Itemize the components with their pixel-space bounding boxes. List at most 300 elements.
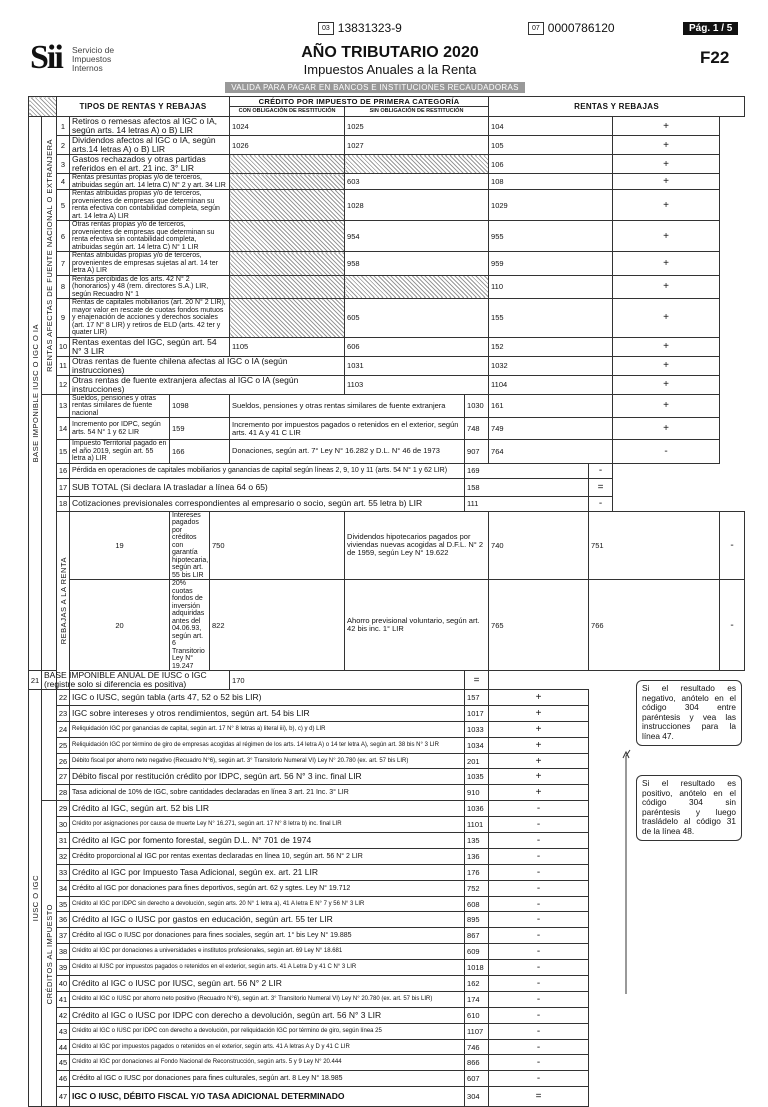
sub-label-right: Sueldos, pensiones y otras rentas similares de fuente extranjera <box>230 394 465 418</box>
line-number: 36 <box>57 912 70 928</box>
side-label-blank <box>42 690 57 801</box>
sign: - <box>489 976 589 992</box>
line-number: 5 <box>57 190 70 221</box>
sign: - <box>489 960 589 976</box>
form-row <box>29 1087 745 1107</box>
line-label: IGC o IUSC, según tabla (arts 47, 52 o 52 bis LIR) <box>70 690 465 706</box>
side-label-base-text: BASE IMPONIBLE IUSC O IGC O IA <box>30 324 40 463</box>
line-label: Crédito al IGC o IUSC por IUSC, según art. 56 N° 2 LIR <box>70 976 465 992</box>
line-label: SUB TOTAL (Si declara IA trasladar a línea 64 o 65) <box>70 478 465 496</box>
col-header-without-obligation: SIN OBLIGACIÓN DE RESTITUCIÓN <box>345 107 489 117</box>
amount-code[interactable]: 110 <box>489 275 613 299</box>
side-label-iusc <box>29 690 42 1107</box>
credit-with-obligation[interactable]: 1024 <box>230 117 345 136</box>
amount-code[interactable]: 304 <box>465 1087 489 1107</box>
sub-label-left: Sueldos, pensiones y otras rentas similares de fuente nacional <box>70 394 170 418</box>
sign: - <box>489 912 589 928</box>
amount-code[interactable]: 955 <box>489 221 613 252</box>
sign: + <box>489 753 589 769</box>
bracket-connector <box>620 748 632 998</box>
line-number: 46 <box>57 1071 70 1087</box>
sign: + <box>489 769 589 785</box>
credit-with-obligation <box>230 190 345 221</box>
line-number: 1 <box>57 117 70 136</box>
form-row <box>29 97 745 107</box>
line-label: Rentas atribuidas propias y/o de terceros, provenientes de empresas que determinan su renta efectiva con contabilidad completa, según art. 14 letra A) LIR <box>70 190 230 221</box>
sign: = <box>489 1087 589 1107</box>
form-row <box>29 960 745 976</box>
empty-space <box>589 912 720 928</box>
line-label: Otras rentas de fuente chilena afectas al IGC o IA (según instrucciones) <box>70 356 345 375</box>
sign: - <box>489 848 589 864</box>
line-label: Tasa adicional de 10% de IGC, sobre cantidades declaradas en línea 3 art. 21 Inc. 3° LIR <box>70 785 465 801</box>
credit-without-obligation[interactable]: 1027 <box>345 136 489 155</box>
sign: - <box>489 880 589 896</box>
amount-code[interactable]: 1036 <box>465 801 489 817</box>
form-row <box>29 375 745 394</box>
side-label-foreign <box>42 117 57 395</box>
form-row <box>29 299 745 338</box>
line-label: Cotizaciones previsionales correspondientes al empresario o socio, según art. 55 letra b) LIR <box>70 496 465 511</box>
sign: + <box>489 705 589 721</box>
form-row <box>29 190 745 221</box>
amount-code[interactable]: 608 <box>465 896 489 912</box>
form-row <box>29 1023 745 1039</box>
amount-code[interactable]: 895 <box>465 912 489 928</box>
credit-with-obligation <box>230 252 345 276</box>
side-label-creditos-text: CRÉDITOS AL IMPUESTO <box>44 903 54 1004</box>
empty-space <box>589 864 720 880</box>
line-number: 21 <box>29 671 42 690</box>
line-number: 27 <box>57 769 70 785</box>
credit-with-obligation <box>230 155 345 174</box>
line-number: 4 <box>57 174 70 190</box>
sign: + <box>613 117 720 136</box>
sign: + <box>489 785 589 801</box>
sub-label-right: Ahorro previsional voluntario, según art. 42 bis inc. 1° LIR <box>345 580 489 671</box>
logo-text <box>72 46 114 73</box>
amount-code[interactable]: 158 <box>465 478 589 496</box>
sign: + <box>613 190 720 221</box>
sign: - <box>589 463 613 478</box>
sign: - <box>489 1023 589 1039</box>
line-label: Crédito por asignaciones por causa de muerte Ley N° 16.271, según art. 17 N° 8 letra b) inc. final LIR <box>70 817 465 833</box>
line-label: Rentas exentas del IGC, según art. 54 N° 3 LIR <box>70 337 230 356</box>
credit-without-obligation[interactable]: 606 <box>345 337 489 356</box>
credit-with-obligation[interactable]: 1105 <box>230 337 345 356</box>
sub-label-right: Incremento por impuestos pagados o retenidos en el exterior, según arts. 41 A y 41 C LIR <box>230 418 465 440</box>
validity-banner: VALIDA PARA PAGAR EN BANCOS E INSTITUCIONES RECAUDADORAS <box>225 82 525 93</box>
line-label: Reliquidación IGC por término de giro de empresas acogidas al régimen de los arts. 14 letra A) o 14 ter letra A), según art. 38 bis N° 3 LIR <box>70 737 465 753</box>
sign: - <box>489 817 589 833</box>
form-code: F22 <box>700 48 730 67</box>
sub-label-right: Dividendos hipotecarios pagados por viviendas nuevas acogidas al D.F.L. N° 2 de 1959, según Ley N° 19.622 <box>345 511 489 580</box>
line-number: 9 <box>57 299 70 338</box>
line-number: 33 <box>57 864 70 880</box>
line-label: Crédito al IGC por donaciones al Fondo Nacional de Reconstrucción, según arts. 5 y 9 Ley N° 20.444 <box>70 1055 465 1071</box>
form-row <box>29 991 745 1007</box>
logo-mark: Sii <box>30 39 62 76</box>
input-left[interactable]: 822 <box>210 580 345 671</box>
empty-space <box>589 976 720 992</box>
credit-without-obligation[interactable]: 954 <box>345 221 489 252</box>
input-left[interactable]: 1098 <box>170 394 230 418</box>
form-row <box>29 928 745 944</box>
input-left[interactable]: 166 <box>170 440 230 464</box>
credit-without-obligation[interactable]: 958 <box>345 252 489 276</box>
line-number: 2 <box>57 136 70 155</box>
amount-code[interactable]: 764 <box>489 440 613 464</box>
line-label: Dividendos afectos al IGC o IA, según arts.14 letras A) o B) LIR <box>70 136 230 155</box>
input-cell[interactable]: 1031 <box>345 356 489 375</box>
amount-code[interactable]: 1032 <box>489 356 613 375</box>
credit-without-obligation[interactable]: 1028 <box>345 190 489 221</box>
line-number: 11 <box>57 356 70 375</box>
input-right[interactable]: 748 <box>465 418 489 440</box>
folio-code: 03 <box>318 22 334 35</box>
amount-code[interactable]: 155 <box>489 299 613 338</box>
line-number: 42 <box>57 1007 70 1023</box>
line-number: 19 <box>70 511 170 580</box>
tax-form-table <box>28 96 745 1107</box>
line-label: Reliquidación IGC por ganancias de capital, según art. 17 N° 8 letras a) literal iii), b), c) y d) LIR <box>70 721 465 737</box>
negative-result-note: Si el resultado es negativo, anótelo en el código 304 entre paréntesis y vea las instrucciones para la línea 47. <box>636 680 742 746</box>
form-row <box>29 463 745 478</box>
form-row <box>29 511 745 580</box>
amount-code[interactable]: 609 <box>465 944 489 960</box>
amount-code[interactable]: 867 <box>465 928 489 944</box>
empty-space <box>589 991 720 1007</box>
form-row <box>29 440 745 464</box>
amount-code[interactable]: 959 <box>489 252 613 276</box>
folio2-field[interactable] <box>528 21 615 35</box>
amount-code[interactable]: 170 <box>230 671 465 690</box>
amount-code[interactable]: 1104 <box>489 375 613 394</box>
credit-without-obligation[interactable]: 603 <box>345 174 489 190</box>
line-label: Crédito al IGC por IDPC sin derecho a devolución, según arts. 20 N° 1 letra a), 41 A letra E N° 7 y 56 N° 3 LIR <box>70 896 465 912</box>
sign: - <box>720 580 745 671</box>
input-cell[interactable]: 1103 <box>345 375 489 394</box>
amount-code[interactable]: 108 <box>489 174 613 190</box>
sign: + <box>613 275 720 299</box>
line-label: Crédito al IGC o IUSC por gastos en educación, según art. 55 ter LIR <box>70 912 465 928</box>
sign: + <box>613 136 720 155</box>
amount-code[interactable]: 176 <box>465 864 489 880</box>
line-label: Crédito al IGC por fomento forestal, según D.L. N° 701 de 1974 <box>70 833 465 849</box>
side-label-blank <box>42 394 57 671</box>
credit-with-obligation <box>230 299 345 338</box>
line-label: Débito fiscal por restitución crédito por IDPC, según art. 56 N° 3 inc. final LIR <box>70 769 465 785</box>
line-label: Crédito al IGC o IUSC por donaciones para fines sociales, según art. 1° bis Ley N° 19.885 <box>70 928 465 944</box>
empty-space <box>589 848 720 864</box>
sign: + <box>613 375 720 394</box>
amount-code[interactable]: 136 <box>465 848 489 864</box>
side-label-base <box>29 117 42 671</box>
line-label: Crédito al IGC por donaciones a universidades e institutos profesionales, según art. 69 Ley N° 18.681 <box>70 944 465 960</box>
form-row <box>29 155 745 174</box>
line-number: 38 <box>57 944 70 960</box>
line-number: 24 <box>57 721 70 737</box>
credit-without-obligation <box>345 155 489 174</box>
line-label: Débito fiscal por ahorro neto negativo (Recuadro N°6), según art. 3° Transitorio Numeral VI) Ley N° 20.780 (ex. art. 57 bis LIR) <box>70 753 465 769</box>
empty-space <box>589 1055 720 1071</box>
amount-code[interactable]: 1035 <box>465 769 489 785</box>
line-number: 15 <box>57 440 70 464</box>
form-row <box>29 117 745 136</box>
credit-with-obligation <box>230 221 345 252</box>
form-row <box>29 252 745 276</box>
logo-line-2: Impuestos <box>72 54 112 64</box>
form-row <box>29 221 745 252</box>
form-row <box>29 580 745 671</box>
credit-with-obligation[interactable]: 1026 <box>230 136 345 155</box>
folio2-code: 07 <box>528 22 544 35</box>
line-number: 16 <box>57 463 70 478</box>
side-label-iusc-text: IUSC O IGC <box>30 875 40 922</box>
line-label: Retiros o remesas afectos al IGC o IA, según arts. 14 letras A) o B) LIR <box>70 117 230 136</box>
amount-code[interactable]: 1107 <box>465 1023 489 1039</box>
line-label: Crédito al IGC por Impuesto Tasa Adicional, según ex. art. 21 LIR <box>70 864 465 880</box>
form-row <box>29 1055 745 1071</box>
sub-label-left: Impuesto Territorial pagado en el año 2019, según art. 55 letra a) LIR <box>70 440 170 464</box>
line-number: 17 <box>57 478 70 496</box>
sign: - <box>489 1071 589 1087</box>
empty-space <box>589 880 720 896</box>
amount-code[interactable]: 106 <box>489 155 613 174</box>
line-label: Rentas presuntas propias y/o de terceros, atribuidas según art. 14 letra C) N° 2 y art. 34 LIR <box>70 174 230 190</box>
credit-with-obligation <box>230 174 345 190</box>
amount-code[interactable]: 161 <box>489 394 613 418</box>
form-row <box>29 496 745 511</box>
form-row <box>29 848 745 864</box>
side-label-rebajas <box>57 511 70 690</box>
form-row <box>29 136 745 155</box>
line-label: BASE IMPONIBLE ANUAL DE IUSC o IGC (registre solo si diferencia es positiva) <box>42 671 230 690</box>
form-row <box>29 394 745 418</box>
line-label: Crédito al IGC por impuestos pagados o retenidos en el exterior, según arts. 41 A letras A y D y 41 C LIR <box>70 1039 465 1055</box>
amount-code[interactable]: 607 <box>465 1071 489 1087</box>
sign: - <box>489 928 589 944</box>
form-row <box>29 478 745 496</box>
line-label: Pérdida en operaciones de capitales mobiliarios y ganancias de capital según líneas 2, 9, 10 y 11 (arts. 54 N° 1 y 62 LIR) <box>70 463 465 478</box>
amount-code[interactable]: 104 <box>489 117 613 136</box>
empty-space <box>589 928 720 944</box>
line-number: 37 <box>57 928 70 944</box>
line-number: 3 <box>57 155 70 174</box>
amount-code[interactable]: 1018 <box>465 960 489 976</box>
sub-label-right: Donaciones, según art. 7° Ley N° 16.282 y D.L. N° 46 de 1973 <box>230 440 465 464</box>
side-label-rebajas-text: REBAJAS A LA RENTA <box>58 556 68 644</box>
line-number: 22 <box>57 690 70 706</box>
sign: + <box>489 721 589 737</box>
line-label: IGC sobre intereses y otros rendimientos, según art. 54 bis LIR <box>70 705 465 721</box>
col-header-credit: CRÉDITO POR IMPUESTO DE PRIMERA CATEGORÍA <box>230 97 489 107</box>
line-label: Rentas de capitales mobiliarios (art. 20 N° 2 LIR), mayor valor en rescate de cuotas fondos mutuos y enajenación de acciones y derechos sociales (art. 17 N° 8 LIR) y retiros de ELD (arts. 42 ter y quater LIR) <box>70 299 230 338</box>
sign: - <box>489 833 589 849</box>
line-number: 26 <box>57 753 70 769</box>
sign: + <box>613 174 720 190</box>
input-left[interactable]: 159 <box>170 418 230 440</box>
logo-line-1: Servicio de <box>72 45 115 55</box>
col-header-rentas: RENTAS Y REBAJAS <box>489 97 745 117</box>
line-label: IGC O IUSC, DÉBITO FISCAL Y/O TASA ADICIONAL DETERMINADO <box>70 1087 465 1107</box>
line-label: Otras rentas propias y/o de terceros, provenientes de empresas que determinan su renta efectiva sin contabilidad completa, atribuidas según art. 14 letra C) N° 1 LIR <box>70 221 230 252</box>
line-number: 25 <box>57 737 70 753</box>
line-label: Crédito al IGC por donaciones para fines deportivos, según art. 62 y sgtes. Ley N° 19.712 <box>70 880 465 896</box>
col-header-types: TIPOS DE RENTAS Y REBAJAS <box>57 97 230 117</box>
form-row <box>29 864 745 880</box>
amount-code[interactable]: 1101 <box>465 817 489 833</box>
empty-space <box>589 960 720 976</box>
page-indicator: Pág. 1 / 5 <box>683 22 738 35</box>
form-row <box>29 1071 745 1087</box>
empty-space <box>589 944 720 960</box>
amount-code[interactable]: 610 <box>465 1007 489 1023</box>
credit-without-obligation[interactable]: 605 <box>345 299 489 338</box>
input-right[interactable]: 907 <box>465 440 489 464</box>
sign: - <box>489 864 589 880</box>
hatched-corner <box>29 97 57 117</box>
form-row <box>29 880 745 896</box>
sign: - <box>489 1055 589 1071</box>
line-label: Gastos rechazados y otras partidas referidos en el art. 21 inc. 3° LIR <box>70 155 230 174</box>
amount-code[interactable]: 135 <box>465 833 489 849</box>
amount-code[interactable]: 105 <box>489 136 613 155</box>
input-right[interactable]: 740 <box>489 511 589 580</box>
sign: - <box>489 801 589 817</box>
line-label: Crédito al IGC o IUSC por donaciones para fines culturales, según art. 8 Ley N° 18.985 <box>70 1071 465 1087</box>
empty-space <box>589 753 720 769</box>
amount-code[interactable]: 169 <box>465 463 589 478</box>
empty-space <box>589 1007 720 1023</box>
amount-code[interactable]: 1029 <box>489 190 613 221</box>
amount-code[interactable]: 201 <box>465 753 489 769</box>
line-number: 10 <box>57 337 70 356</box>
line-number: 47 <box>57 1087 70 1107</box>
amount-code[interactable]: 157 <box>465 690 489 706</box>
page-title: AÑO TRIBUTARIO 2020 <box>301 44 479 61</box>
line-number: 41 <box>57 991 70 1007</box>
amount-code[interactable]: 910 <box>465 785 489 801</box>
sign: - <box>489 944 589 960</box>
credit-without-obligation[interactable]: 1025 <box>345 117 489 136</box>
line-label: Rentas percibidas de los arts. 42 N° 2 (honorarios) y 48 (rem. directores S.A.) LIR, según Recuadro N° 1 <box>70 275 230 299</box>
folio2-value: 0000786120 <box>547 21 615 35</box>
form-row <box>29 753 745 769</box>
line-label: Crédito al IGC, según art. 52 bis LIR <box>70 801 465 817</box>
line-label: Crédito al IGC o IUSC por IDPC con derecho a devolución, por reliquidación IGC por término de giro, según línea 25 <box>70 1023 465 1039</box>
page-subtitle: Impuestos Anuales a la Renta <box>303 62 477 77</box>
logo-line-3: Internos <box>72 63 103 73</box>
amount-code[interactable]: 751 <box>589 511 720 580</box>
line-number: 45 <box>57 1055 70 1071</box>
line-number: 40 <box>57 976 70 992</box>
line-number: 35 <box>57 896 70 912</box>
form-row <box>29 944 745 960</box>
title-block <box>270 44 510 77</box>
line-label: Crédito proporcional al IGC por rentas exentas declaradas en línea 10, según art. 56 N° 2 LIR <box>70 848 465 864</box>
folio-field[interactable] <box>318 21 402 35</box>
sign: = <box>465 671 489 690</box>
line-number: 20 <box>70 580 170 671</box>
side-label-foreign-text: RENTAS AFECTAS DE FUENTE NACIONAL O EXTRANJERA <box>44 138 54 372</box>
line-label: Rentas atribuidas propias y/o de terceros, provenientes de empresas sujetas al art. 14 ter letra A) LIR <box>70 252 230 276</box>
line-number: 14 <box>57 418 70 440</box>
line-number: 23 <box>57 705 70 721</box>
line-number: 43 <box>57 1023 70 1039</box>
amount-code[interactable]: 111 <box>465 496 589 511</box>
amount-code[interactable]: 749 <box>489 418 613 440</box>
line-number: 28 <box>57 785 70 801</box>
sign: + <box>613 418 720 440</box>
empty-space <box>589 1087 720 1107</box>
credit-without-obligation <box>345 275 489 299</box>
positive-result-note: Si el resultado es positivo, anótelo en el código 304 sin paréntesis y luego trasládelo al código 31 de la línea 48. <box>636 775 742 841</box>
line-number: 8 <box>57 275 70 299</box>
line-number: 13 <box>57 394 70 418</box>
line-number: 30 <box>57 817 70 833</box>
sign: + <box>613 221 720 252</box>
empty-space <box>589 1039 720 1055</box>
line-number: 44 <box>57 1039 70 1055</box>
amount-code[interactable]: 752 <box>465 880 489 896</box>
line-number: 39 <box>57 960 70 976</box>
amount-code[interactable]: 766 <box>589 580 720 671</box>
form-row <box>29 275 745 299</box>
sign: = <box>589 478 613 496</box>
sign: - <box>589 496 613 511</box>
amount-code[interactable]: 152 <box>489 337 613 356</box>
input-right[interactable]: 1030 <box>465 394 489 418</box>
sign: + <box>613 337 720 356</box>
form-row <box>29 976 745 992</box>
sign: - <box>613 440 720 464</box>
col-header-with-obligation: CON OBLIGACIÓN DE RESTITUCIÓN <box>230 107 345 117</box>
amount-code[interactable]: 1017 <box>465 705 489 721</box>
amount-code[interactable]: 746 <box>465 1039 489 1055</box>
amount-code[interactable]: 174 <box>465 991 489 1007</box>
line-number: 31 <box>57 833 70 849</box>
form-row <box>29 356 745 375</box>
amount-code[interactable]: 1033 <box>465 721 489 737</box>
form-row <box>29 1007 745 1023</box>
line-label: Crédito al IGC o IUSC por ahorro neto positivo (Recuadro N°6), según art. 3° Transitorio Numeral VI) Ley N° 20.780 (ex. art. 57 bis LIR) <box>70 991 465 1007</box>
line-label: Otras rentas de fuente extranjera afectas al IGC o IA (según instrucciones) <box>70 375 345 394</box>
line-label: Crédito al IUSC por impuestos pagados o retenidos en el exterior, según arts. 41 A Letra D y 41 C N° 3 LIR <box>70 960 465 976</box>
line-number: 18 <box>57 496 70 511</box>
sign: - <box>489 1039 589 1055</box>
form-row <box>29 1039 745 1055</box>
line-label: Crédito al IGC o IUSC por IDPC con derecho a devolución, según art. 56 N° 3 LIR <box>70 1007 465 1023</box>
sign: + <box>489 690 589 706</box>
input-left[interactable]: 750 <box>210 511 345 580</box>
sign: + <box>613 394 720 418</box>
side-label-creditos <box>42 801 57 1107</box>
sign: + <box>613 155 720 174</box>
amount-code[interactable]: 866 <box>465 1055 489 1071</box>
sign: - <box>489 1007 589 1023</box>
folio-value: 13831323-9 <box>337 21 402 35</box>
form-row <box>29 418 745 440</box>
form-row <box>29 174 745 190</box>
sign: - <box>720 511 745 580</box>
line-number: 6 <box>57 221 70 252</box>
amount-code[interactable]: 1034 <box>465 737 489 753</box>
line-number: 7 <box>57 252 70 276</box>
amount-code[interactable]: 162 <box>465 976 489 992</box>
form-row <box>29 337 745 356</box>
input-right[interactable]: 765 <box>489 580 589 671</box>
